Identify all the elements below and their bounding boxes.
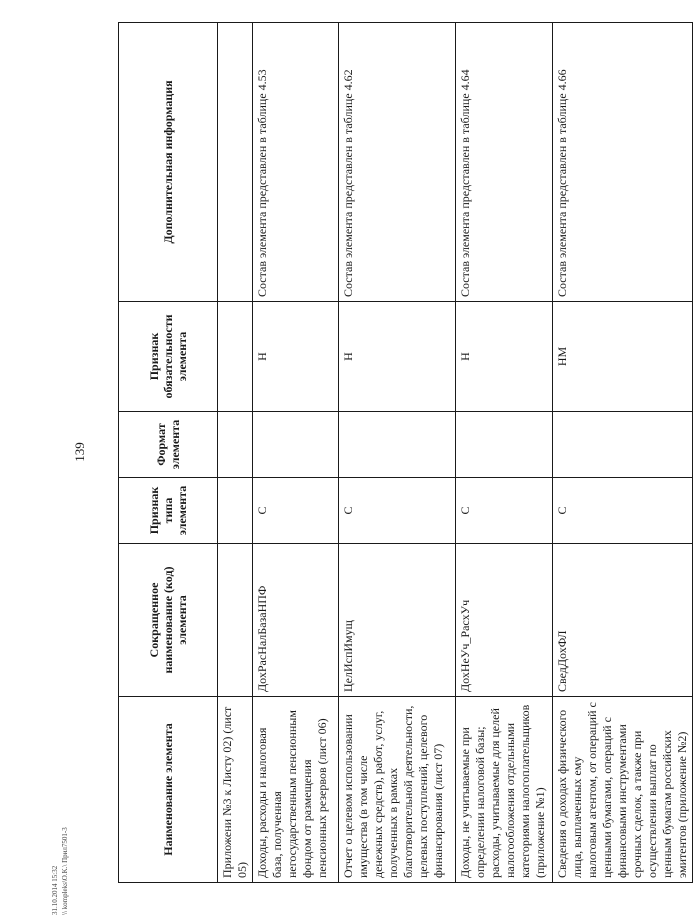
header-type-flag: Признак типа элемента <box>119 478 218 544</box>
cell-empty <box>218 23 253 302</box>
elements-table <box>118 22 693 883</box>
rotated-table-container <box>118 23 689 883</box>
footer-file-path: \\ kompleks\O.K.\ Прил7501-3 <box>61 827 69 915</box>
cell-empty <box>218 478 253 544</box>
header-element-name: Наименование элемента <box>119 697 218 883</box>
cell-element-name: Доходы, не учитываемые при определении налоговой базы; расходы, учитываемые для целей налогообложения отдельными категориями налогоплательщиков (приложение №1) <box>456 697 553 883</box>
cell-type-flag: С <box>339 478 456 544</box>
footer-timestamp: 31.10.2014 15:32 <box>51 865 59 915</box>
cell-type-flag: С <box>553 478 693 544</box>
cell-mandatory-flag: Н <box>339 302 456 412</box>
cell-mandatory-flag: НМ <box>553 302 693 412</box>
table-row <box>339 23 456 883</box>
cell-element-name: Отчет о целевом использовании имущества (в том числе денежных средств), работ, услуг, полученных в рамках благотворительной деятельности, целевых поступлений, целевого финансирования (лист 07) <box>339 697 456 883</box>
header-mandatory-flag: Признак обязательности элемента <box>119 302 218 412</box>
cell-extra-info: Состав элемента представлен в таблице 4.64 <box>456 23 553 302</box>
cell-type-flag: С <box>456 478 553 544</box>
cell-format <box>456 412 553 478</box>
header-short-name: Сокращенное наименование (код) элемента <box>119 544 218 697</box>
header-extra-info: Дополнительная информация <box>119 23 218 302</box>
cell-element-code: ЦелИспИмущ <box>339 544 456 697</box>
cell-empty <box>218 302 253 412</box>
header-format: Формат элемента <box>119 412 218 478</box>
cell-element-code: ДохНеУч_РасхУч <box>456 544 553 697</box>
cell-mandatory-flag: Н <box>253 302 339 412</box>
table-row <box>218 23 253 883</box>
table-row <box>456 23 553 883</box>
cell-extra-info: Состав элемента представлен в таблице 4.62 <box>339 23 456 302</box>
cell-mandatory-flag: Н <box>456 302 553 412</box>
cell-format <box>339 412 456 478</box>
cell-element-code: СведДохФЛ <box>553 544 693 697</box>
table-row <box>553 23 693 883</box>
table-row <box>253 23 339 883</box>
document-footer <box>50 685 90 915</box>
cell-empty <box>218 544 253 697</box>
cell-extra-info: Состав элемента представлен в таблице 4.66 <box>553 23 693 302</box>
table-header-row <box>119 23 218 883</box>
cell-element-name: Сведения о доходах физического лица, выплаченных ему налоговым агентом, от операций с ценными бумагами, операций с финансовыми инструментами срочных сделок, а также при осуществлении выплат по ценным бумагам российских эмитентов (приложение №2) <box>553 697 693 883</box>
cell-extra-info: Состав элемента представлен в таблице 4.53 <box>253 23 339 302</box>
cell-element-name: Доходы, расходы и налоговая база, полученная негосударственным пенсионным фондом от размещения пенсионных резервов (лист 06) <box>253 697 339 883</box>
appendix-label: Приложени №3 к Листу 02) (лист 05) <box>218 697 253 883</box>
cell-format <box>553 412 693 478</box>
cell-element-code: ДохРасНалБазаНПФ <box>253 544 339 697</box>
cell-empty <box>218 412 253 478</box>
page-number: 139 <box>72 442 87 462</box>
cell-type-flag: С <box>253 478 339 544</box>
cell-format <box>253 412 339 478</box>
